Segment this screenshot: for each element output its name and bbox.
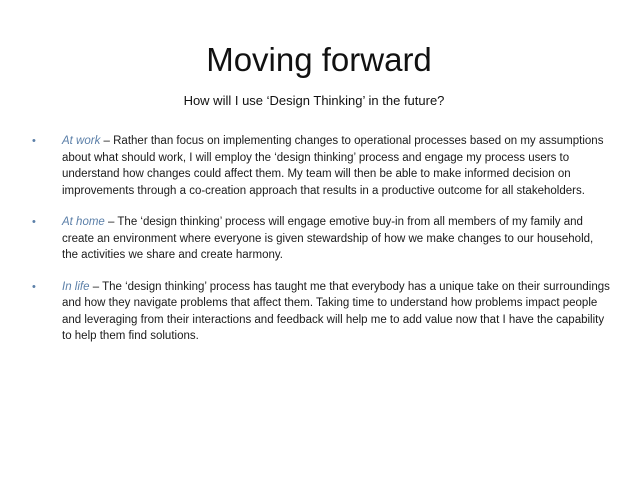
bullet-item-at-home bbox=[32, 214, 612, 264]
bullet-text: – Rather than focus on implementing changes to operational processes based on my assumptions about what should work, I will employ the ‘design thinking’ process and engage my process users to understand how changes could affect them. My team will then be able to make informed decision on improvements through a co-creation approach that results in a productive outcome for all stakeholders. bbox=[62, 135, 604, 197]
slide-title: Moving forward bbox=[206, 41, 432, 78]
bullet-lead: In life bbox=[62, 280, 90, 293]
bullet-lead: At home bbox=[62, 216, 105, 228]
slide-subtitle: How will I use ‘Design Thinking’ in the future? bbox=[183, 93, 445, 108]
bullet-text: – The ‘design thinking’ process has taught me that everybody has a unique take on their surroundings and how they navigate problems that affect them. Taking time to understand how problems impact people and leveraging from their interactions and feedback will help me to add value now that I have the capability to help them find solutions. bbox=[62, 280, 610, 342]
bullet-lead: At work bbox=[62, 135, 101, 147]
bullet-dot-icon: • bbox=[32, 216, 36, 228]
bullet-item-at-work bbox=[32, 133, 612, 199]
bullet-text: – The ‘design thinking’ process will engage emotive buy-in from all members of my family and create an environment where everyone is given stewardship of how we make changes to our household, the activities we share and create harmony. bbox=[62, 216, 594, 261]
bullet-dot-icon: • bbox=[32, 135, 36, 147]
bullet-item-in-life bbox=[32, 279, 612, 345]
bullet-dot-icon: • bbox=[32, 280, 36, 293]
bullet-list bbox=[32, 133, 612, 360]
